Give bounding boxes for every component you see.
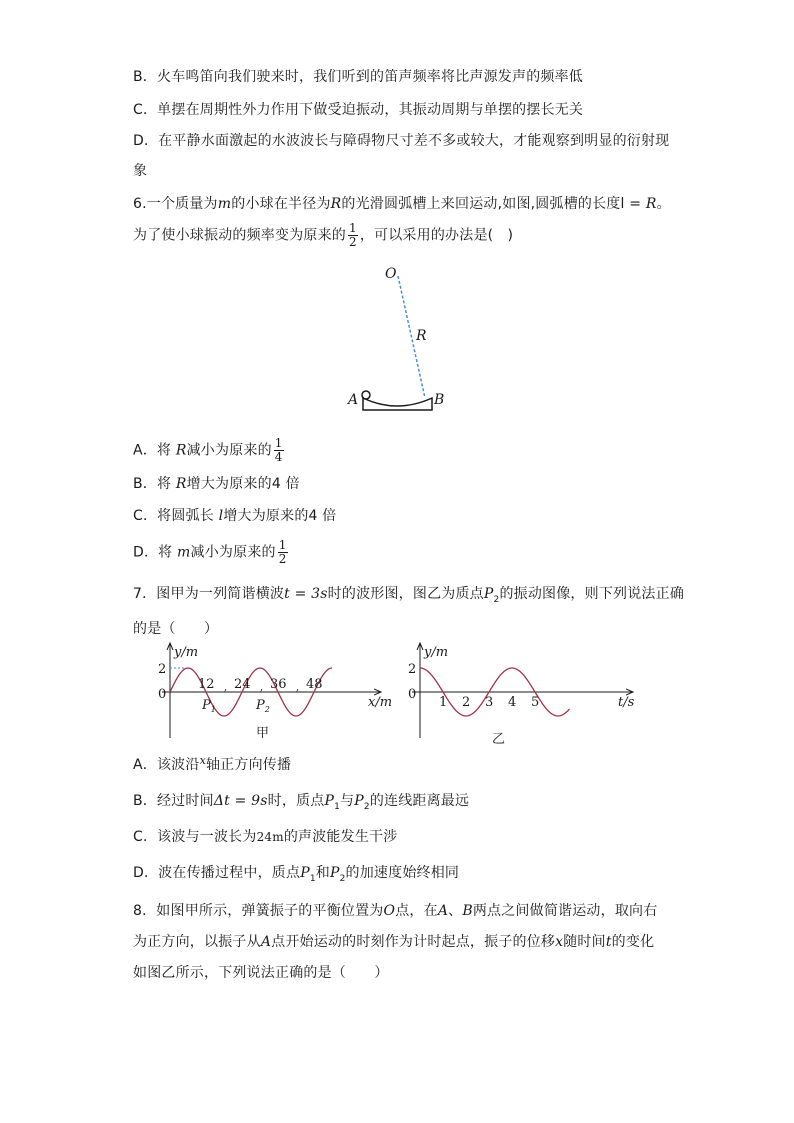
ball [362,391,370,399]
q6-stem-line1: 6.一个质量为m的小球在半径为R的光滑圆弧槽上来回运动,如图,圆弧槽的长度l = R。 [133,196,671,212]
origin-label: 0 [408,687,417,702]
q7-stem-line2: 的是（ ） [133,621,219,637]
x-tick-label: 12 [198,677,215,692]
arc-groove [363,398,432,410]
t-tick-label: 1 [439,695,448,710]
x-axis-label: x/m [368,695,393,710]
q6-option-d: D．将 m减小为原来的 $\frac{1}{2}$ [133,538,287,566]
q5-option-d-line1: D．在平静水面激起的水波波长与障碍物尺寸差不多或较大，才能观察到明显的衍射现 [133,133,670,149]
q6-figure-arc-groove [340,262,450,422]
tick-dot: , [224,682,228,693]
t-tick-label: 2 [462,695,471,710]
q6-option-b: B．将 R增大为原来的4 倍 [133,476,300,492]
t-tick-label: 3 [485,695,494,710]
origin-label: 0 [158,687,167,702]
x-tick-label: 36 [270,677,287,692]
caption-yi: 乙 [492,732,506,747]
vibration-graph-yi [404,640,644,750]
p1-label: $P_1$ [202,698,216,714]
fraction: $\frac{1}{4}$ [274,436,283,464]
x-tick-label: 48 [306,677,323,692]
q5-option-c: C．单摆在周期性外力作用下做受迫振动，其振动周期与单摆的摆长无关 [133,102,584,118]
q5-option-b: B．火车鸣笛向我们驶来时，我们听到的笛声频率将比声源发声的频率低 [133,69,584,85]
x-tick-label: 24 [234,677,251,692]
label-o: O [385,266,397,282]
q7-option-b: B．经过时间Δt = 9s时，质点$P_1$与$P_2$的连线距离最远 [133,793,470,812]
q6-stem-line2: 为了使小球振动的频率变为原来的 $\frac{1}{2}$ ，可以采用的办法是( ) [133,221,514,249]
amplitude-label: 2 [158,662,167,677]
q8-stem-line1: 8．如图甲所示，弹簧振子的平衡位置为O点，在A、B两点之间做简谐运动，取向右 [133,903,658,919]
tick-dot: , [260,682,264,693]
q8-stem-line2: 为正方向，以振子从A点开始运动的时刻作为计时起点，振子的位移x随时间t的变化 [133,934,655,950]
p2-label: $P_2$ [256,698,270,714]
label-b: B [434,392,445,408]
q7-stem-line1: 7．图甲为一列简谐横波t = 3s时的波形图，图乙为质点$P_2$的振动图像，则下列说法正确 [133,586,685,605]
amplitude-label: 2 [408,662,417,677]
label-a: A [348,392,359,408]
label-r: R [416,328,427,344]
q5-option-d-line2: 象 [133,163,148,179]
tick-dot: , [296,682,300,693]
q7-option-d: D．波在传播过程中，质点$P_1$和$P_2$的加速度始终相同 [133,865,460,884]
y-axis-label: y/m [424,645,449,660]
y-axis-label: y/m [174,645,199,660]
q7-option-a: A．该波沿$^x$轴正方向传播 [133,754,292,773]
t-tick-label: 5 [531,695,540,710]
t-tick-label: 4 [508,695,517,710]
q7-option-c: C．该波与一波长为24m的声波能发生干涉 [133,829,398,845]
fraction: $\frac{1}{2}$ [278,538,287,566]
q6-option-a: A．将 R减小为原来的 $\frac{1}{4}$ [133,436,283,464]
q6-option-c: C．将圆弧长 l增大为原来的4 倍 [133,508,337,524]
wave-graph-jia [152,640,402,750]
x-axis-label: t/s [618,695,635,710]
q8-stem-line3: 如图乙所示，下列说法正确的是（ ） [133,965,389,981]
caption-jia: 甲 [256,726,270,741]
fraction: $\frac{1}{2}$ [349,221,357,249]
